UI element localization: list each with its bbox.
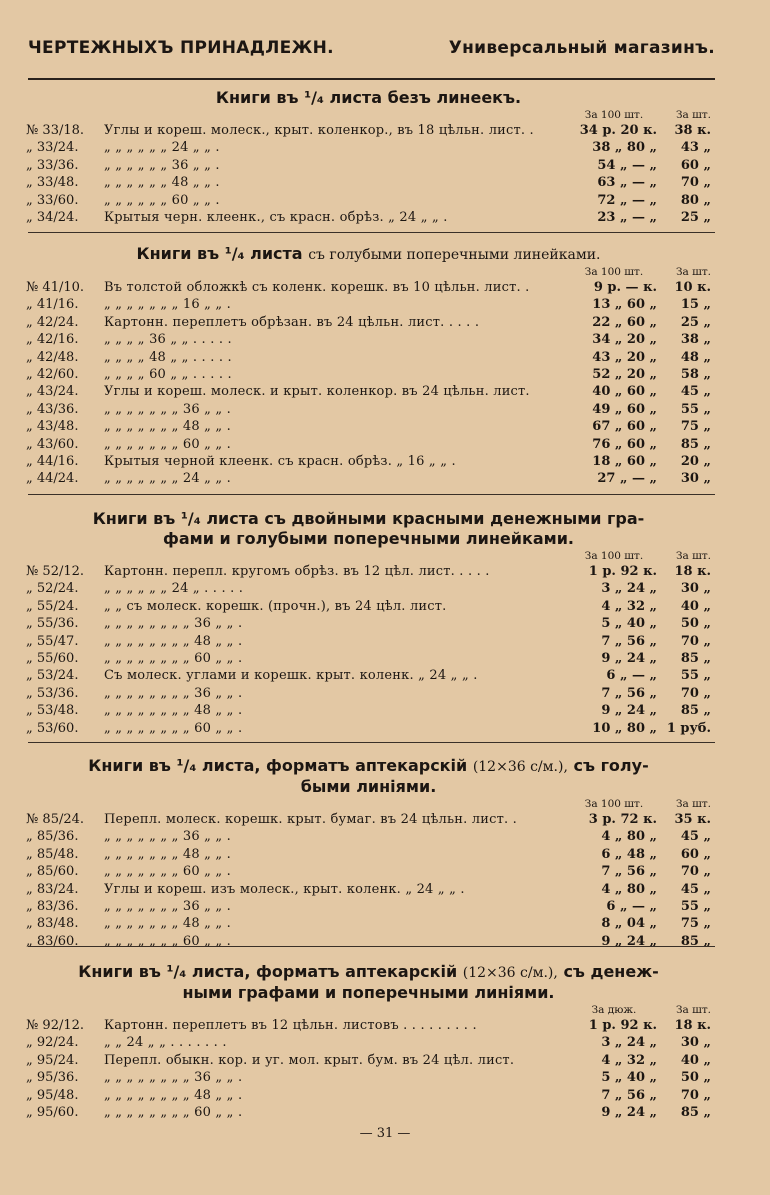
item-description: „ „ съ молеск. корешк. (прочн.), въ 24 цѣл. лист.: [104, 598, 447, 614]
column-header-piece: За шт.: [675, 1004, 711, 1016]
item-description: Крытыя черной клеенк. съ красн. обрѣз. „ 16 „ „ .: [104, 453, 456, 469]
item-price-bulk: 7 „ 56 „: [601, 864, 657, 880]
item-price-bulk: 6 „ — „: [606, 668, 657, 684]
section-title-main: Книги въ ¹/₄ листа безъ линеекъ.: [215, 88, 522, 107]
item-price-single: 70 „: [680, 633, 711, 649]
item-description: „ „ „ „ „ „ „ 60 „ „ .: [104, 436, 232, 452]
catalog-row: [22, 122, 715, 139]
item-price-bulk: 27 „ — „: [597, 471, 657, 487]
item-number: „ 52/24.: [26, 581, 79, 597]
item-price-bulk: 9 „ 24 „: [601, 650, 657, 666]
item-description: „ „ „ „ 36 „ „ . . . . .: [104, 332, 232, 348]
item-number: „ 83/36.: [26, 898, 79, 914]
item-description: Картонн. перепл. кругомъ обрѣз. въ 12 цѣл. лист. . . . .: [104, 564, 490, 579]
section-divider: [28, 232, 715, 233]
item-price-single: 48 „: [680, 349, 711, 365]
section-title-small: съ голубыми поперечными линейками.: [308, 247, 601, 263]
item-price-single: 85 „: [680, 703, 711, 719]
item-number: „ 41/16.: [26, 297, 79, 313]
item-number: „ 95/48.: [26, 1087, 79, 1103]
item-price-single: 70 „: [680, 175, 711, 191]
item-number: „ 95/24.: [26, 1052, 79, 1068]
item-description: Углы и кореш. молеск. и крыт. коленкор. въ 24 цѣльн. лист.: [104, 384, 530, 400]
item-number: № 85/24.: [26, 812, 85, 827]
item-description: „ „ „ „ „ „ „ „ 60 „ „ .: [104, 1104, 243, 1120]
catalog-row: [22, 846, 715, 863]
item-number: „ 42/48.: [26, 349, 79, 365]
item-number: „ 42/60.: [26, 366, 79, 382]
section-title-line2: ными графами и поперечными линіями.: [182, 983, 555, 1002]
column-headers: [22, 1004, 715, 1017]
item-price-bulk: 3 „ 24 „: [601, 1035, 657, 1051]
item-description: Перепл. обыкн. кор. и уг. мол. крыт. бум. въ 24 цѣл. лист.: [104, 1052, 515, 1068]
item-price-single: 20 „: [680, 453, 711, 469]
item-number: „ 95/60.: [26, 1104, 79, 1120]
item-description: „ „ 24 „ „ . . . . . . .: [104, 1035, 227, 1051]
catalog-row: [22, 1052, 715, 1069]
item-number: „ 53/48.: [26, 703, 79, 719]
item-price-single: 45 „: [680, 829, 711, 845]
item-number: „ 42/16.: [26, 332, 79, 348]
item-price-bulk: 38 „ 80 „: [592, 140, 657, 156]
item-price-single: 38 к.: [674, 123, 711, 138]
section-divider: [28, 494, 715, 495]
section-title-line2: фами и голубыми поперечными линейками.: [162, 529, 574, 548]
item-price-single: 70 „: [680, 1087, 711, 1103]
catalog-row: [22, 563, 715, 580]
item-number: „ 53/24.: [26, 668, 79, 684]
item-price-single: 85 „: [680, 1104, 711, 1120]
section-title-main: Книги въ ¹/₄ листа съ двойными красными денежными гра-: [92, 509, 645, 528]
item-price-bulk: 76 „ 60 „: [592, 436, 657, 452]
catalog-row: [22, 349, 715, 366]
item-number: „ 53/36.: [26, 685, 79, 701]
item-price-single: 35 к.: [674, 812, 711, 827]
item-price-single: 70 „: [680, 864, 711, 880]
item-number: № 33/18.: [26, 123, 85, 138]
item-price-single: 58 „: [680, 366, 711, 382]
item-price-bulk: 9 „ 24 „: [601, 933, 657, 949]
item-price-bulk: 23 „ — „: [597, 209, 657, 225]
item-number: „ 55/47.: [26, 633, 79, 649]
item-description: „ „ „ „ „ „ „ 36 „ „ .: [104, 401, 232, 417]
header-left: ЧЕРТЕЖНЫХЪ ПРИНАДЛЕЖН.: [28, 38, 334, 58]
item-number: „ 44/24.: [26, 471, 79, 487]
item-description: „ „ „ „ „ „ „ 36 „ „ .: [104, 829, 232, 845]
catalog-row: [22, 209, 715, 226]
column-headers: [22, 109, 715, 122]
item-price-single: 75 „: [680, 419, 711, 435]
item-price-single: 25 „: [680, 209, 711, 225]
item-price-bulk: 52 „ 20 „: [592, 366, 657, 382]
catalog-section: [22, 509, 715, 737]
item-number: „ 43/60.: [26, 436, 79, 452]
catalog-row: [22, 720, 715, 737]
item-number: „ 33/60.: [26, 192, 79, 208]
catalog-row: [22, 314, 715, 331]
section-title: [22, 962, 715, 983]
item-price-bulk: 3 „ 24 „: [601, 581, 657, 597]
item-price-single: 60 „: [680, 157, 711, 173]
item-number: „ 55/60.: [26, 650, 79, 666]
catalog-row: [22, 1034, 715, 1051]
section-title: [22, 244, 715, 265]
item-price-single: 30 „: [680, 471, 711, 487]
item-price-single: 38 „: [680, 332, 711, 348]
item-price-bulk: 3 р. 72 к.: [588, 812, 657, 827]
catalog-row: [22, 811, 715, 828]
item-description: „ „ „ „ „ „ „ „ 60 „ „ .: [104, 720, 243, 736]
catalog-row: [22, 453, 715, 470]
catalog-row: [22, 1087, 715, 1104]
catalog-row: [22, 615, 715, 632]
item-number: „ 33/48.: [26, 175, 79, 191]
item-price-single: 55 „: [680, 401, 711, 417]
item-price-single: 50 „: [680, 616, 711, 632]
item-price-bulk: 9 „ 24 „: [601, 703, 657, 719]
item-price-bulk: 4 „ 80 „: [601, 881, 657, 897]
item-price-bulk: 10 „ 80 „: [592, 720, 657, 736]
item-description: Перепл. молеск. корешк. крыт. бумаг. въ 24 цѣльн. лист. .: [104, 812, 517, 827]
section-title-small: (12×36 с/м.),: [462, 965, 558, 981]
item-description: „ „ „ „ „ „ „ „ 36 „ „ .: [104, 616, 243, 632]
catalog-row: [22, 598, 715, 615]
catalog-row: [22, 1104, 715, 1121]
catalog-row: [22, 174, 715, 191]
item-price-bulk: 18 „ 60 „: [592, 453, 657, 469]
item-description: „ „ „ „ „ „ 60 „ „ .: [104, 192, 220, 208]
item-price-single: 1 руб.: [666, 720, 711, 736]
catalog-row: [22, 685, 715, 702]
item-price-single: 30 „: [680, 581, 711, 597]
item-price-bulk: 7 „ 56 „: [601, 633, 657, 649]
column-header-price: За 100 шт.: [584, 798, 644, 810]
catalog-row: [22, 863, 715, 880]
item-price-single: 60 „: [680, 846, 711, 862]
catalog-row: [22, 418, 715, 435]
item-price-bulk: 7 „ 56 „: [601, 1087, 657, 1103]
item-number: „ 92/24.: [26, 1035, 79, 1051]
section-title-main: Книги въ ¹/₄ листа: [136, 244, 303, 263]
catalog-row: [22, 702, 715, 719]
section-title-main: Книги въ ¹/₄ листа, форматъ аптекарскій: [78, 962, 458, 981]
column-header-piece: За шт.: [675, 109, 711, 121]
section-title: [22, 509, 715, 529]
item-price-bulk: 72 „ — „: [597, 192, 657, 208]
item-description: „ „ „ „ „ „ „ „ 48 „ „ .: [104, 633, 243, 649]
item-description: „ „ „ „ „ „ „ 16 „ „ .: [104, 297, 232, 313]
item-price-bulk: 4 „ 32 „: [601, 1052, 657, 1068]
section-title: [22, 88, 715, 108]
item-price-single: 80 „: [680, 192, 711, 208]
item-price-bulk: 9 „ 24 „: [601, 1104, 657, 1120]
item-price-single: 50 „: [680, 1070, 711, 1086]
catalog-row: [22, 828, 715, 845]
item-number: „ 95/36.: [26, 1070, 79, 1086]
catalog-section: [22, 962, 715, 1121]
item-price-single: 18 к.: [674, 1018, 711, 1033]
item-price-single: 75 „: [680, 916, 711, 932]
page-header: [28, 38, 715, 80]
item-description: Картонн. переплетъ въ 12 цѣльн. листовъ . . . . . . . . .: [104, 1018, 477, 1033]
item-price-bulk: 54 „ — „: [597, 157, 657, 173]
item-number: „ 34/24.: [26, 209, 79, 225]
item-price-bulk: 8 „ 04 „: [601, 916, 657, 932]
item-description: „ „ „ „ „ „ 48 „ „ .: [104, 175, 220, 191]
catalog-row: [22, 650, 715, 667]
item-number: „ 53/60.: [26, 720, 79, 736]
catalog-section: [22, 88, 715, 226]
item-number: „ 33/24.: [26, 140, 79, 156]
item-description: „ „ „ „ „ „ 24 „ „ .: [104, 140, 220, 156]
item-description: „ „ „ „ „ „ „ „ 60 „ „ .: [104, 650, 243, 666]
item-price-single: 45 „: [680, 384, 711, 400]
item-number: „ 83/48.: [26, 916, 79, 932]
column-header-price: За дюж.: [591, 1004, 637, 1016]
section-title: [22, 756, 715, 777]
item-price-single: 30 „: [680, 1035, 711, 1051]
item-number: „ 85/60.: [26, 864, 79, 880]
catalog-row: [22, 470, 715, 487]
item-description: „ „ „ „ „ „ 36 „ „ .: [104, 157, 220, 173]
item-description: „ „ „ „ „ „ „ 24 „ „ .: [104, 471, 232, 487]
catalog-row: [22, 383, 715, 400]
item-price-single: 43 „: [680, 140, 711, 156]
item-number: „ 55/24.: [26, 598, 79, 614]
item-description: „ „ „ „ „ „ „ 48 „ „ .: [104, 419, 232, 435]
column-headers: [22, 550, 715, 563]
item-number: „ 42/24.: [26, 314, 79, 330]
section-title-line2: быми линіями.: [300, 777, 437, 796]
item-number: „ 33/36.: [26, 157, 79, 173]
catalog-row: [22, 331, 715, 348]
column-header-piece: За шт.: [675, 550, 711, 562]
item-price-bulk: 63 „ — „: [597, 175, 657, 191]
item-description: „ „ „ „ „ „ „ „ 36 „ „ .: [104, 1070, 243, 1086]
catalog-row: [22, 157, 715, 174]
catalog-section: [22, 756, 715, 950]
catalog-row: [22, 915, 715, 932]
section-title-tail: съ денеж-: [563, 962, 659, 981]
column-header-price: За 100 шт.: [584, 266, 644, 278]
item-price-bulk: 49 „ 60 „: [592, 401, 657, 417]
item-description: „ „ „ „ „ „ „ „ 36 „ „ .: [104, 685, 243, 701]
item-description: „ „ „ „ 48 „ „ . . . . .: [104, 349, 232, 365]
item-price-bulk: 34 р. 20 к.: [579, 123, 657, 138]
item-number: „ 55/36.: [26, 616, 79, 632]
item-description: „ „ „ „ „ „ „ 60 „ „ .: [104, 864, 232, 880]
item-description: „ „ „ „ „ „ „ 48 „ „ .: [104, 846, 232, 862]
item-number: „ 43/48.: [26, 419, 79, 435]
catalog-row: [22, 633, 715, 650]
catalog-row: [22, 1069, 715, 1086]
item-price-bulk: 7 „ 56 „: [601, 685, 657, 701]
item-description: Съ молеск. углами и корешк. крыт. коленк. „ 24 „ „ .: [104, 668, 478, 684]
section-divider: [28, 742, 715, 743]
item-price-bulk: 5 „ 40 „: [601, 616, 657, 632]
item-number: № 52/12.: [26, 564, 85, 579]
item-number: „ 43/36.: [26, 401, 79, 417]
item-price-bulk: 9 р. — к.: [593, 280, 657, 295]
item-price-bulk: 40 „ 60 „: [592, 384, 657, 400]
item-price-single: 10 к.: [674, 280, 711, 295]
item-description: Картонн. переплетъ обрѣзан. въ 24 цѣльн. лист. . . . .: [104, 314, 480, 330]
column-header-price: За 100 шт.: [584, 109, 644, 121]
item-price-single: 40 „: [680, 1052, 711, 1068]
item-number: „ 83/60.: [26, 933, 79, 949]
item-description: Углы и кореш. изъ молеск., крыт. коленк. „ 24 „ „ .: [104, 881, 465, 897]
item-number: „ 43/24.: [26, 384, 79, 400]
item-price-single: 18 к.: [674, 564, 711, 579]
item-price-single: 15 „: [680, 297, 711, 313]
catalog-row: [22, 366, 715, 383]
item-description: Въ толстой обложкѣ съ коленк. корешк. въ 10 цѣльн. лист. .: [104, 280, 530, 295]
item-price-bulk: 4 „ 32 „: [601, 598, 657, 614]
item-price-bulk: 1 р. 92 к.: [588, 1018, 657, 1033]
column-header-price: За 100 шт.: [584, 550, 644, 562]
item-number: „ 85/36.: [26, 829, 79, 845]
item-price-bulk: 6 „ 48 „: [601, 846, 657, 862]
item-price-single: 85 „: [680, 650, 711, 666]
item-number: № 92/12.: [26, 1018, 85, 1033]
catalog-row: [22, 192, 715, 209]
item-description: „ „ „ „ „ „ „ 48 „ „ .: [104, 916, 232, 932]
column-header-piece: За шт.: [675, 266, 711, 278]
column-headers: [22, 798, 715, 811]
item-price-single: 55 „: [680, 668, 711, 684]
item-price-single: 85 „: [680, 933, 711, 949]
catalog-section: [22, 244, 715, 488]
item-price-bulk: 43 „ 20 „: [592, 349, 657, 365]
item-price-bulk: 6 „ — „: [606, 898, 657, 914]
section-divider: [28, 946, 715, 947]
item-description: Крытыя черн. клеенк., съ красн. обрѣз. „ 24 „ „ .: [104, 209, 448, 225]
section-title-main: Книги въ ¹/₄ листа, форматъ аптекарскій: [88, 756, 468, 775]
item-price-bulk: 34 „ 20 „: [592, 332, 657, 348]
page-number: — 31 —: [359, 1126, 411, 1141]
catalog-row: [22, 898, 715, 915]
section-title-tail: съ голу-: [573, 756, 649, 775]
item-price-single: 55 „: [680, 898, 711, 914]
item-price-bulk: 5 „ 40 „: [601, 1070, 657, 1086]
catalog-row: [22, 580, 715, 597]
item-price-bulk: 4 „ 80 „: [601, 829, 657, 845]
item-price-single: 85 „: [680, 436, 711, 452]
column-headers: [22, 266, 715, 279]
item-price-bulk: 67 „ 60 „: [592, 419, 657, 435]
header-right: Универсальный магазинъ.: [448, 38, 715, 58]
item-price-bulk: 22 „ 60 „: [592, 314, 657, 330]
item-price-single: 45 „: [680, 881, 711, 897]
item-description: „ „ „ „ „ „ 24 „ . . . . .: [104, 581, 244, 597]
catalog-row: [22, 279, 715, 296]
item-number: „ 85/48.: [26, 846, 79, 862]
item-number: № 41/10.: [26, 280, 85, 295]
item-price-bulk: 13 „ 60 „: [592, 297, 657, 313]
item-description: „ „ „ „ „ „ „ „ 48 „ „ .: [104, 1087, 243, 1103]
catalog-row: [22, 436, 715, 453]
catalog-row: [22, 139, 715, 156]
item-description: „ „ „ „ „ „ „ 60 „ „ .: [104, 933, 232, 949]
catalog-row: [22, 401, 715, 418]
catalog-row: [22, 881, 715, 898]
column-header-piece: За шт.: [675, 798, 711, 810]
item-description: „ „ „ „ 60 „ „ . . . . .: [104, 366, 232, 382]
item-description: Углы и кореш. молеск., крыт. коленкор., въ 18 цѣльн. лист. .: [104, 123, 534, 138]
item-description: „ „ „ „ „ „ „ 36 „ „ .: [104, 898, 232, 914]
catalog-row: [22, 667, 715, 684]
catalog-row: [22, 1017, 715, 1034]
item-price-single: 25 „: [680, 314, 711, 330]
item-number: „ 83/24.: [26, 881, 79, 897]
catalog-row: [22, 296, 715, 313]
section-title-small: (12×36 с/м.),: [472, 759, 568, 775]
catalog-row: [22, 933, 715, 950]
item-price-bulk: 1 р. 92 к.: [588, 564, 657, 579]
item-price-single: 70 „: [680, 685, 711, 701]
item-price-single: 40 „: [680, 598, 711, 614]
item-number: „ 44/16.: [26, 453, 79, 469]
item-description: „ „ „ „ „ „ „ „ 48 „ „ .: [104, 703, 243, 719]
